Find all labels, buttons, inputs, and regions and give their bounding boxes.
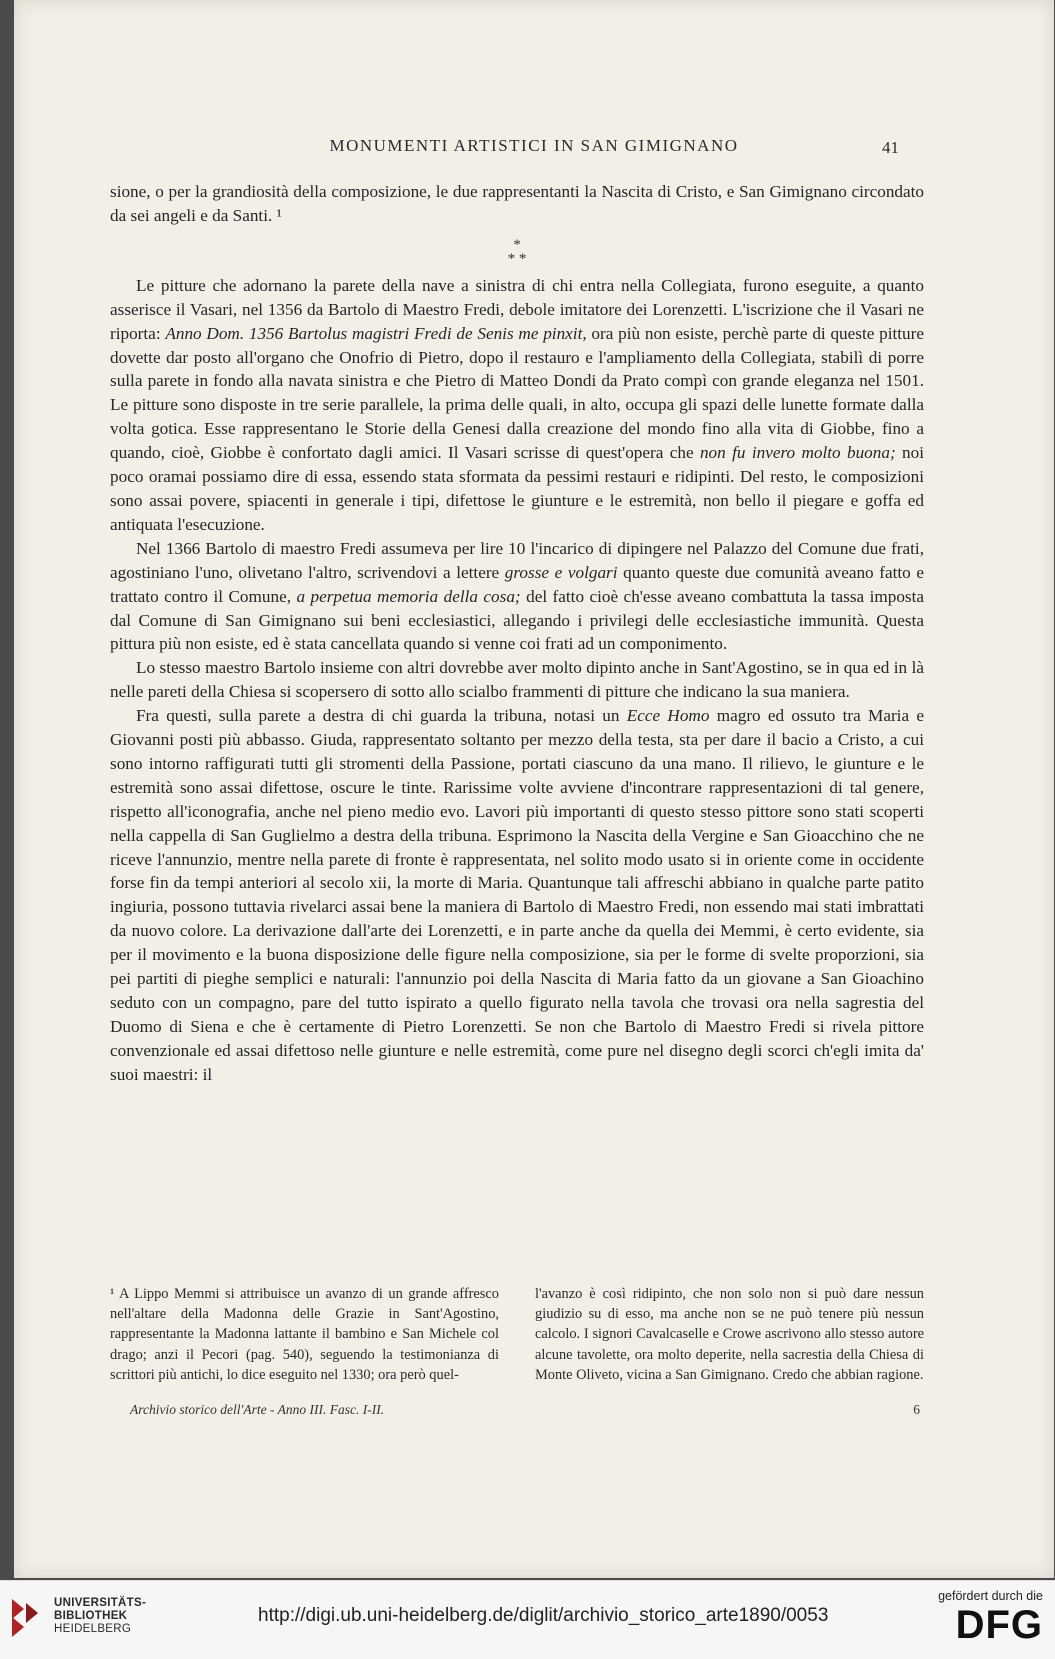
gathering-signature: 6 bbox=[913, 1402, 920, 1417]
library-name-line: BIBLIOTHEK bbox=[54, 1610, 128, 1622]
page-number: 41 bbox=[882, 138, 899, 157]
text-run: del fatto cioè ch'esse aveano combattuta la tassa imposta dal Comune di San Gimignano sui beni ecclesiastici, allegando i privilegi delle ecclesiastiche immunità. Questa pittura più non esiste, ed è stata cancellata quando si venne coi frati ad un componimento. bbox=[110, 586, 925, 654]
italic-inscription: Anno Dom. 1356 Bartolus magistri Fredi de Senis me pinxit, bbox=[165, 323, 587, 343]
scanned-page bbox=[14, 0, 1054, 1578]
journal-signature: Archivio storico dell'Arte - Anno III. Fasc. I-II. bbox=[130, 1402, 385, 1417]
text-run: Fra questi, sulla parete a destra di chi guarda la tribuna, notasi un bbox=[136, 706, 627, 726]
running-title: MONUMENTI ARTISTICI IN SAN GIMIGNANO bbox=[329, 136, 739, 155]
library-logo-icon bbox=[8, 1595, 42, 1639]
paragraph-continuation: sione, o per la grandiosità della composizione, le due rappresentanti la Nascita di Cristo, e San Gimignano circondato da sei angeli e da Santi. ¹ bbox=[110, 182, 924, 225]
library-name-line: UNIVERSITÄTS- bbox=[54, 1597, 147, 1609]
text-run: Le pitture che adornano la parete della nave a sinistra di chi entra nella Collegiata, furono eseguite, a quanto asserisce il Vasari, nel 1356 da Bartolo di Maestro Fredi, debole imitatore dei Lorenzetti. L'iscrizione che il Vasari ne riporta: bbox=[110, 275, 924, 343]
text-run: noi poco oramai possiamo dire di essa, essendo stata sformata da pessimi restauri e ridipinti. Del resto, le composizioni sono assai povere, spiacenti in generale i tipi, difettose le giunture e le estremità, non bello il piegare e goffa ed antiquata l'esecuzione. bbox=[110, 443, 924, 534]
text-run: ora più non esiste, perchè parte di queste pitture dovette dar posto all'organo che Onofrio di Pietro, dopo il restauro e l'ampliamento della Collegiata, stabilì di porre sulla parete in fondo alla navata sinistra e che Pietro di Matteo Dondi da Prato compì con grande eleganza nel 1501. Le pitture sono disposte in tre serie parallele, la prima delle quali, in alto, occupa gli spazi delle lunette formate dalla volta gotica. Esse rappresentano le Storie della Genesi dalla creazione del mondo fino alla vita di Giobbe, fino a quando, cioè, Giobbe è confortato dagli amici. Il Vasari scrisse di quest'opera che bbox=[110, 323, 924, 463]
paragraph-sant-agostino: Lo stesso maestro Bartolo insieme con altri dovrebbe aver molto dipinto anche in Sant'Agostino, se in qua ed in là nelle pareti della Chiesa si scopersero di sotto allo scialbo frammenti di pitture che indicano la sua maniera. bbox=[110, 658, 924, 702]
article-body bbox=[110, 180, 924, 1087]
page-footer bbox=[130, 1402, 920, 1418]
paragraph-palazzo bbox=[110, 537, 924, 657]
footnote-right-column: l'avanzo è così ridipinto, che non solo non si può dare nessun giudizio su di esso, ma anche non se ne può tenere più nessun calcolo. I signori Cavalcaselle e Crowe ascrivono allo stesso autore alcune tavolette, ora molto deperite, nella sacrestia della Chiesa di Monte Oliveto, vicina a San Gimignano. Credo che abbian ragione. bbox=[535, 1286, 924, 1383]
dfg-logo: DFG bbox=[955, 1603, 1043, 1647]
paragraph-ecce-homo bbox=[110, 704, 924, 1087]
italic-title: Ecce Homo bbox=[626, 706, 710, 726]
asterism-top: * bbox=[513, 236, 521, 253]
sponsor-label: gefördert durch die bbox=[938, 1589, 1043, 1603]
library-name bbox=[54, 1597, 146, 1636]
digitization-bar bbox=[0, 1580, 1055, 1659]
section-asterism bbox=[110, 238, 924, 266]
library-name-line: HEIDELBERG bbox=[54, 1623, 132, 1635]
sponsor-block bbox=[938, 1589, 1043, 1647]
italic-quote: non fu invero molto buona; bbox=[699, 443, 896, 463]
text-run: magro ed ossuto tra Maria e Giovanni posti più abbasso. Giuda, rappresentato soltanto per mezzo della testa, sta per dare il bacio a Cristo, a cui sono intorno raffigurati tutti gli stromenti della Passione, portati ciascuno da una mano. Il rilievo, le giunture e le estremità sono assai difettose, oscure le tinte. Rarissime volte avviene d'incontrare rappresentazioni di tal genere, rispetto all'iconografia, anche nel pieno medio evo. Lavori più importanti di questo stesso pittore sono stati scoperti nella cappella di San Guglielmo a destra della tribuna. Esprimono la Nascita della Vergine e San Gioacchino che ne riceve l'annunzio, mentre nella parete di fronte è rappresentata, nel solito modo usato si in oriente come in occidente forse fin da tempi anteriori al secolo xii, la morte di Maria. Quantunque tali affreschi abbiano in qualche parte patito ingiuria, possono tuttavia rivelarci assai bene la maniera di Bartolo di Maestro Fredi, non essendo mai stati imbrattati da nuovo colore. La derivazione dall'arte dei Lorenzetti, e in parte anche da quella dei Memmi, è certo evidente, sia per il movimento e la buona disposizione delle figure nella composizione, sia per le forme di svelte proporzioni, sia pei partiti di pieghe semplici e naturali: l'annunzio poi della Nascita di Maria fatto da un giovane a San Gioachino seduto con un compagno, pare del tutto ispirato a quello figurato nella tavola che trovasi ora nella sagrestia del Duomo di Siena e che è certamente di Pietro Lorenzetti. Se non che Bartolo di Maestro Fredi si rivela pittore convenzionale ed assai difettoso nelle giunture e nelle estremità, come pure nel disegno degli scorci ch'egli imita da' suoi maestri: il bbox=[110, 706, 924, 1084]
footnotes bbox=[110, 1284, 924, 1385]
paragraph-collegiata bbox=[110, 274, 924, 537]
text-run: Nel 1366 Bartolo di maestro Fredi assumeva per lire 10 l'incarico di dipingere nel Palazzo del Comune due frati, agostiniano l'uno, olivetano l'altro, scrivendovi a lettere bbox=[110, 538, 924, 582]
footnote-left-column: ¹ A Lippo Memmi si attribuisce un avanzo di un grande affresco nell'altare della Madonna delle Grazie in Sant'Agostino, rappresentante la Madonna lattante il bambino e San Michele col drago; anzi il Pecori (pag. 540), seguendo la testimonianza di scrittori più antichi, lo dice eseguito nel 1330; ora però quel- bbox=[110, 1286, 499, 1383]
permalink-url[interactable]: http://digi.ub.uni-heidelberg.de/diglit/archivio_storico_arte1890/0053 bbox=[258, 1605, 829, 1626]
italic-quote: grosse e volgari bbox=[504, 562, 618, 582]
asterism-bottom: * * bbox=[507, 250, 527, 267]
text-run: quanto queste due comunità aveano fatto e trattato contro il Comune, bbox=[110, 562, 924, 606]
italic-quote: a perpetua memoria della cosa; bbox=[296, 586, 521, 606]
